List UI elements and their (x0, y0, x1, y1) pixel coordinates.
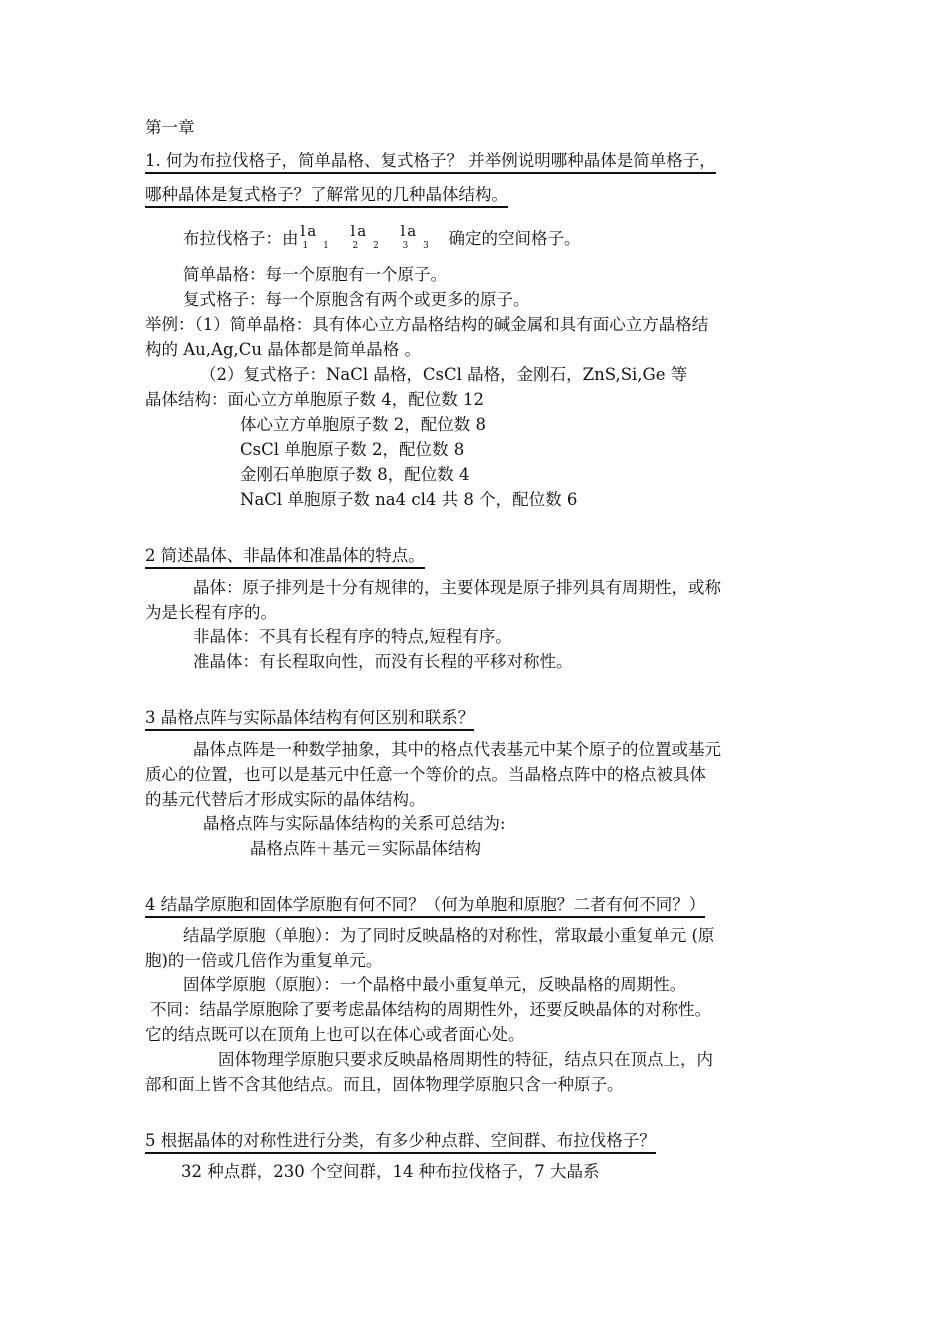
example-1-line-2: 构的 Au,Ag,Cu 晶体都是简单晶格 。 (145, 340, 421, 359)
crystal-structure-nacl: NaCl 单胞原子数 na4 cl4 共 8 个，配位数 6 (240, 490, 578, 509)
chapter-heading: 第一章 (145, 118, 195, 137)
example-1-line-1: 举例：（1）简单晶格：具有体心立方晶格结构的碱金属和具有面心立方晶格结 (145, 315, 709, 334)
question-1-title-text-1: 1. 何为布拉伐格子，简单晶格、复式格子？ 并举例说明哪种晶体是简单格子， (145, 151, 716, 174)
quasicrystal-description: 准晶体：有长程取向性，而没有长程的平移对称性。 (193, 652, 573, 671)
lattice-relation-formula: 晶格点阵＋基元＝实际晶体结构 (250, 839, 481, 858)
primitive-cell-line-2: 部和面上皆不含其他结点。而且，固体物理学原胞只含一种原子。 (145, 1075, 624, 1094)
crystal-structure-bcc: 体心立方单胞原子数 2，配位数 8 (240, 415, 486, 434)
primitive-cell-line-1: 固体物理学原胞只要求反映晶格周期性的特征，结点只在顶点上，内 (218, 1050, 713, 1069)
lattice-explanation-line-2: 质心的位置，也可以是基元中任意一个等价的点。当晶格点阵中的格点被具体 (145, 765, 706, 784)
simple-lattice-definition: 简单晶格：每一个原胞有一个原子。 (183, 265, 447, 284)
lattice-vector-2-subscript: 2 2 (352, 241, 385, 251)
lattice-vector-1-symbol: la (300, 222, 319, 240)
crystal-structure-cscl: CsCl 单胞原子数 2，配位数 8 (240, 440, 465, 459)
bravais-suffix: 确定的空间格子。 (448, 229, 581, 248)
difference-line-1: 不同：结晶学原胞除了要考虑晶体结构的周期性外，还要反映晶体的对称性。 (150, 1000, 711, 1019)
lattice-vector-2 (349, 224, 399, 254)
lattice-vector-3-subscript: 3 3 (402, 241, 435, 251)
bravais-prefix: 布拉伐格子：由 (183, 229, 299, 248)
crystal-structure-fcc: 晶体结构：面心立方单胞原子数 4，配位数 12 (145, 390, 484, 409)
lattice-explanation-line-1: 晶体点阵是一种数学抽象，其中的格点代表基元中某个原子的位置或基元 (193, 740, 721, 759)
question-1-title-line-1 (145, 150, 716, 172)
bravais-lattice-definition (183, 224, 581, 254)
lattice-vector-3-symbol: la (400, 222, 419, 240)
lattice-explanation-line-3: 的基元代替后才形成实际的晶体结构。 (145, 790, 426, 809)
crystal-description-line-2: 为是长程有序的。 (145, 603, 277, 622)
question-2-title-text: 2 简述晶体、非晶体和准晶体的特点。 (145, 546, 425, 569)
question-4-title (145, 894, 705, 916)
question-3-title (145, 707, 474, 729)
question-1-title-line-2 (145, 184, 508, 206)
crystal-description-line-1: 晶体：原子排列是十分有规律的，主要体现是原子排列具有周期性，或称 (193, 578, 721, 597)
question-4-title-text: 4 结晶学原胞和固体学原胞有何不同？（何为单胞和原胞？二者有何不同？） (145, 895, 705, 918)
question-1-title-text-2: 哪种晶体是复式格子？了解常见的几种晶体结构。 (145, 185, 508, 208)
lattice-vector-2-symbol: la (350, 222, 369, 240)
question-2-title (145, 545, 425, 567)
amorphous-description: 非晶体：不具有长程有序的特点,短程有序。 (193, 627, 512, 646)
lattice-relation-intro: 晶格点阵与实际晶体结构的关系可总结为: (203, 814, 506, 833)
lattice-vector-3 (399, 224, 449, 254)
lattice-vector-1 (299, 224, 349, 254)
conventional-cell-line-2: 胞)的一倍或几倍作为重复单元。 (145, 951, 383, 970)
conventional-cell-line-1: 结晶学原胞（单胞）：为了同时反映晶格的对称性，常取最小重复单元 (原 (183, 926, 715, 945)
question-5-title-text: 5 根据晶体的对称性进行分类，有多少种点群、空间群、布拉伐格子？ (145, 1131, 656, 1154)
primitive-cell-definition: 固体学原胞（原胞）：一个晶格中最小重复单元，反映晶格的周期性。 (183, 975, 687, 994)
symmetry-classification-answer: 32 种点群，230 个空间群，14 种布拉伐格子，7 大晶系 (181, 1162, 600, 1181)
difference-line-2: 它的结点既可以在顶角上也可以在体心或者面心处。 (145, 1025, 525, 1044)
complex-lattice-definition: 复式格子：每一个原胞含有两个或更多的原子。 (183, 290, 530, 309)
question-3-title-text: 3 晶格点阵与实际晶体结构有何区别和联系？ (145, 708, 474, 731)
question-5-title (145, 1130, 656, 1152)
example-2: （2）复式格子：NaCl 晶格，CsCl 晶格，金刚石，ZnS,Si,Ge 等 (200, 365, 688, 384)
lattice-vector-1-subscript: 1 1 (302, 241, 335, 251)
crystal-structure-diamond: 金刚石单胞原子数 8，配位数 4 (240, 465, 470, 484)
